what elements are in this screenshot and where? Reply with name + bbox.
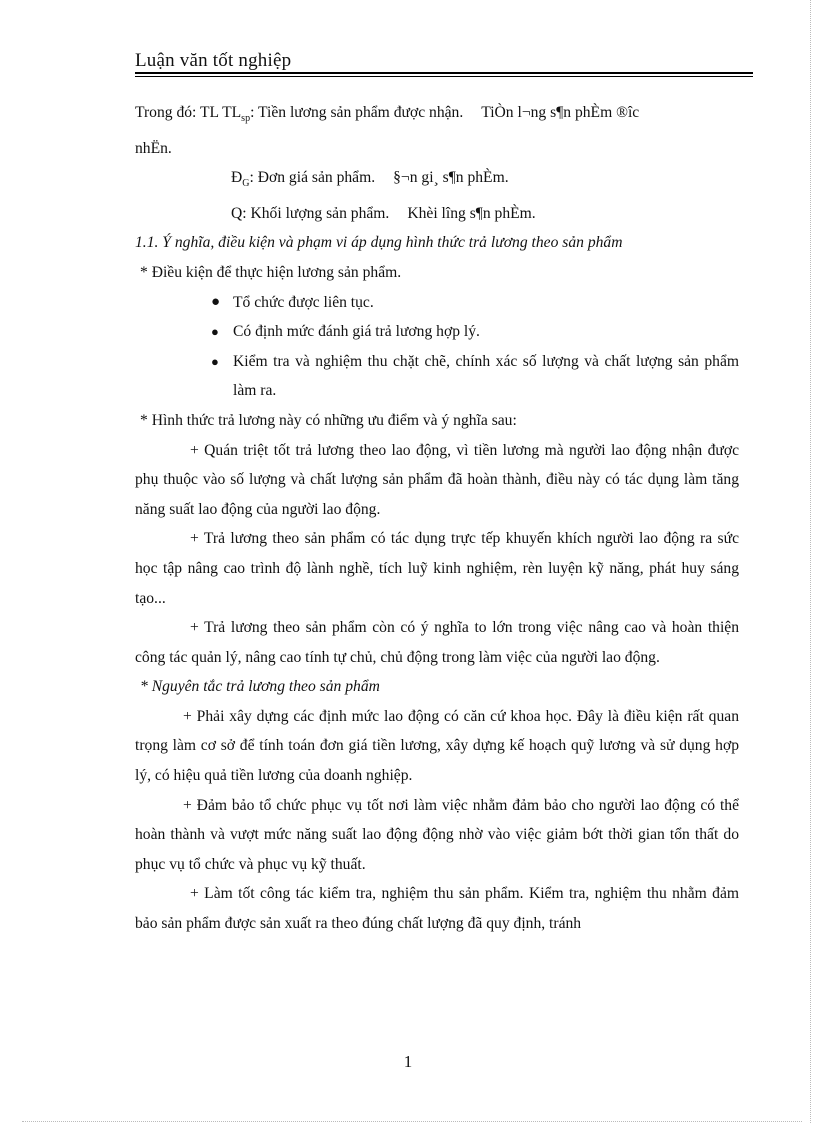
list-item xyxy=(211,347,739,406)
principle-paragraph: + Phải xây dựng các định mức lao động có căn cứ khoa học. Đây là điều kiện rất quan trọng làm cơ sở để tính toán đơn giá tiền lương, xây dựng kế hoạch quỹ lương và sử dụng hợp lý, có hiệu quả tiền lương của doanh nghiệp. xyxy=(135,707,739,785)
list-item xyxy=(211,288,739,318)
definition-line-tl xyxy=(135,98,739,134)
list-item-text: Có định mức đánh giá trả lương hợp lý. xyxy=(233,323,480,341)
advantages-title: * Hình thức trả lương này có những ưu điểm và ý nghĩa sau: xyxy=(140,411,517,429)
page-number: 1 xyxy=(403,1052,413,1071)
list-item-text: Kiểm tra và nghiệm thu chặt chẽ, chính xác số lượng và chất lượng sản phẩm làm ra. xyxy=(233,352,739,400)
tl-definition: : Tiền lương sản phẩm được nhận. xyxy=(250,104,464,121)
advantage-paragraph: + Trả lương theo sản phẩm còn có ý nghĩa to lớn trong việc nâng cao và hoàn thiện công tác quản lý, nâng cao tính tự chủ, chủ động trong làm việc của người lao động. xyxy=(135,619,739,666)
tl-garbled-text: TiÒn l¬ng s¶n phÈm ®îc xyxy=(481,104,640,121)
bullet-icon: ● xyxy=(211,353,219,369)
principle-paragraph: + Làm tốt công tác kiểm tra, nghiệm thu sản phẩm. Kiểm tra, nghiệm thu nhằm đảm bảo sản phẩm được sản xuất ra theo đúng chất lượng đã quy định, tránh xyxy=(135,885,739,933)
q-definition: Q: Khối lượng sản phẩm. xyxy=(231,204,390,222)
bullet-icon: ● xyxy=(211,324,219,340)
definition-prefix: Trong đó: TL xyxy=(135,104,219,121)
conditions-list xyxy=(135,288,739,406)
conditions-title: * Điều kiện để thực hiện lương sản phẩm. xyxy=(140,263,402,281)
dg-garbled-text: §¬n gi¸ s¶n phÈm. xyxy=(393,169,509,187)
document-body xyxy=(135,98,739,939)
document-header-title: Luận văn tốt nghiệp xyxy=(135,50,292,71)
dg-variable: Đ xyxy=(231,169,243,187)
header-rule-thin xyxy=(135,76,753,77)
page-side-border xyxy=(810,0,811,1123)
principle-paragraph: + Đảm bảo tổ chức phục vụ tốt nơi làm việc nhằm đảm bảo cho người lao động có thể hoàn thành và vượt mức năng suất lao động động nhờ vào việc giảm bớt thời gian tổn thất do phục vụ tổ chức và phục vụ kỹ thuất. xyxy=(135,796,739,873)
principles-title: * Nguyên tắc trả lương theo sản phẩm xyxy=(140,678,380,696)
q-garbled-text: Khèi lîng s¶n phÈm. xyxy=(407,204,536,222)
definition-line-dg xyxy=(135,163,739,199)
header-rule-thick xyxy=(135,72,753,74)
advantage-paragraph: + Quán triệt tốt trả lương theo lao động, vì tiền lương mà người lao động nhận được phụ thuộc vào số lượng và chất lượng sản phẩm đã hoàn thành, điều này có tác dụng làm tăng năng suất lao động của người lao động. xyxy=(135,441,739,518)
page-bottom-border xyxy=(22,1121,802,1122)
tl-variable: TL xyxy=(222,104,242,121)
definition-line-tl-cont: nhËn. xyxy=(135,139,172,157)
tl-subscript: sp xyxy=(241,113,251,124)
dg-definition: : Đơn giá sản phẩm. xyxy=(249,169,376,187)
bullet-icon: ● xyxy=(211,293,221,310)
advantage-paragraph: + Trả lương theo sản phẩm có tác dụng trực tếp khuyến khích người lao động ra sức học tập nâng cao trình độ lành nghề, tích luỹ kinh nghiệm, rèn luyện kỹ năng, phát huy sáng tạo... xyxy=(135,530,739,607)
list-item-text: Tổ chức được liên tục. xyxy=(233,293,374,311)
list-item xyxy=(211,317,739,347)
section-heading: 1.1. Ý nghĩa, điều kiện và phạm vi áp dụng hình thức trả lương theo sản phẩm xyxy=(135,234,623,252)
dg-subscript: G xyxy=(242,178,250,190)
definition-line-q xyxy=(135,199,739,229)
